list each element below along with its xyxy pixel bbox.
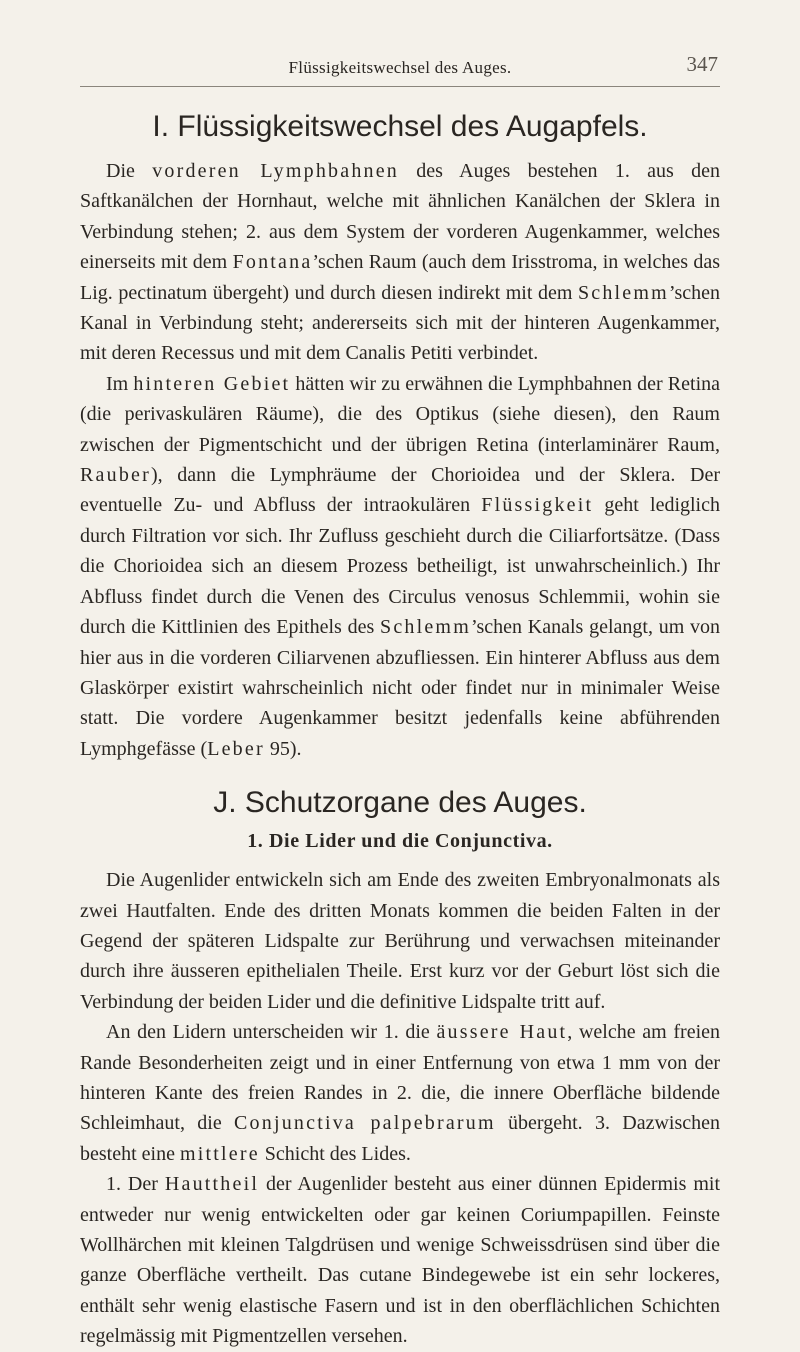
- spaced-term: Flüssigkeit: [481, 494, 594, 517]
- section-heading-j: J. Schutzorgane des Auges.: [213, 786, 587, 820]
- spaced-name: Rauber: [80, 464, 151, 487]
- paragraph-hauttheil: [80, 1169, 720, 1351]
- text-run: ’schen Kanals gelangt, um von hier aus in die vorderen Ciliarvenen abzufliessen. Ein hinterer Abfluss aus dem Glaskörper existirt wahrscheinlich nicht oder findet nur in minimaler Weise statt. Die vordere Augenkammer besitzt jedenfalls keine abführenden Lymphgefässe (: [80, 616, 721, 760]
- spaced-term: vorderen Lymphbahnen: [152, 160, 399, 182]
- spaced-term: mittlere: [179, 1142, 260, 1165]
- text-run: ’schen Raum (auch dem Irisstroma, in welches das Lig. pectinatum übergeht) und durch diesen indirekt mit dem: [80, 251, 720, 304]
- text-run: Die: [106, 160, 153, 182]
- section-heading-i: I. Flüssigkeitswechsel des Augapfels.: [152, 110, 648, 143]
- spaced-term: Hauttheil: [164, 1173, 260, 1196]
- subsection-heading: 1. Die Lider und die Conjunctiva.: [247, 830, 553, 853]
- paragraph-vordere-lymphbahnen: [80, 156, 720, 369]
- page-number: 347: [686, 52, 718, 76]
- text-run: des Auges bestehen 1. aus den Saftkanälchen der Hornhaut, welche mit ähnlichen Kanälchen der Sklera in Verbindung stehen; 2. aus dem System der vorderen Augenkammer, welches einerseits mit dem: [80, 160, 720, 274]
- text-run: ), dann die Lymphräume der Chorioidea und der Sklera. Der eventuelle Zu- und Abfluss der intraokulären: [80, 464, 720, 517]
- text-run: 95).: [264, 737, 302, 760]
- spaced-term: hinteren Gebiet: [133, 372, 291, 395]
- text-run: ’schen Kanal in Verbindung steht; andererseits sich mit der hinteren Augenkammer, mit deren Recessus und mit dem Canalis Petiti verbindet.: [80, 281, 720, 365]
- spaced-name: Leber: [207, 737, 265, 760]
- paragraph-hinteres-gebiet: [80, 369, 720, 764]
- text-run: übergeht. 3. Dazwischen besteht eine: [80, 1112, 720, 1165]
- page-header: [80, 52, 720, 87]
- spaced-name: Schlemm: [380, 616, 471, 639]
- paragraph-augenlider-entwicklung: Die Augenlider entwickeln sich am Ende des zweiten Embryonalmonats als zwei Hautfalten. Ende des dritten Monats kommen die beiden Falten in der Gegend der späteren Lidspalte zur Berührung und verwachsen miteinander durch ihre äusseren epithelialen Theile. Erst kurz vor der Geburt löst sich die Verbindung der beiden Lider und die definitive Lidspalte tritt auf.: [80, 869, 720, 1013]
- spaced-term: äussere Haut: [436, 1021, 568, 1044]
- text-run: Im: [106, 372, 134, 395]
- text-run: Schicht des Lides.: [259, 1142, 411, 1165]
- spaced-name: Fontana: [232, 251, 313, 274]
- page-body: [80, 100, 720, 1352]
- text-run: hätten wir zu erwähnen die Lymphbahnen der Retina (die perivaskulären Räume), die des Optikus (siehe diesen), den Raum zwischen der Pigmentschicht und der übrigen Retina (interlaminärer Raum,: [80, 372, 721, 456]
- text-run: 1. Der: [106, 1173, 165, 1196]
- text-run: , welche am freien Rande Besonderheiten zeigt und in einer Entfernung von etwa 1 mm von der hinteren Kante des freien Randes in 2. die, die innere Oberfläche bildende Schleimhaut, die: [80, 1021, 720, 1135]
- spaced-name: Schlemm: [577, 281, 669, 304]
- text-run: der Augenlider besteht aus einer dünnen Epidermis mit entweder nur wenig entwickelten oder gar keinen Coriumpapillen. Feinste Wollhärchen mit kleinen Talgdrüsen und wenige Schweissdrüsen sind über die ganze Oberfläche vertheilt. Das cutane Bindegewebe ist ein sehr lockeres, enthält sehr wenig elastische Fasern und ist in den oberflächlichen Schichten regelmässig mit Pigmentzellen versehen.: [80, 1173, 720, 1348]
- text-run: An den Lidern unterscheiden wir 1. die: [106, 1021, 437, 1044]
- paragraph-lider-schichten: [80, 1017, 720, 1169]
- spaced-term: Conjunctiva palpebrarum: [234, 1112, 496, 1135]
- running-title: Flüssigkeitswechsel des Auges.: [288, 58, 512, 77]
- text-run: geht lediglich durch Filtration vor sich. Ihr Zufluss geschieht durch die Ciliarfortsätze. (Dass die Chorioidea sich an diesem Prozess betheiligt, ist unwahrscheinlich.) Ihr Abfluss findet durch die Venen des Circulus venosus Schlemmii, wohin sie durch die Kittlinien des Epithels des: [80, 494, 720, 639]
